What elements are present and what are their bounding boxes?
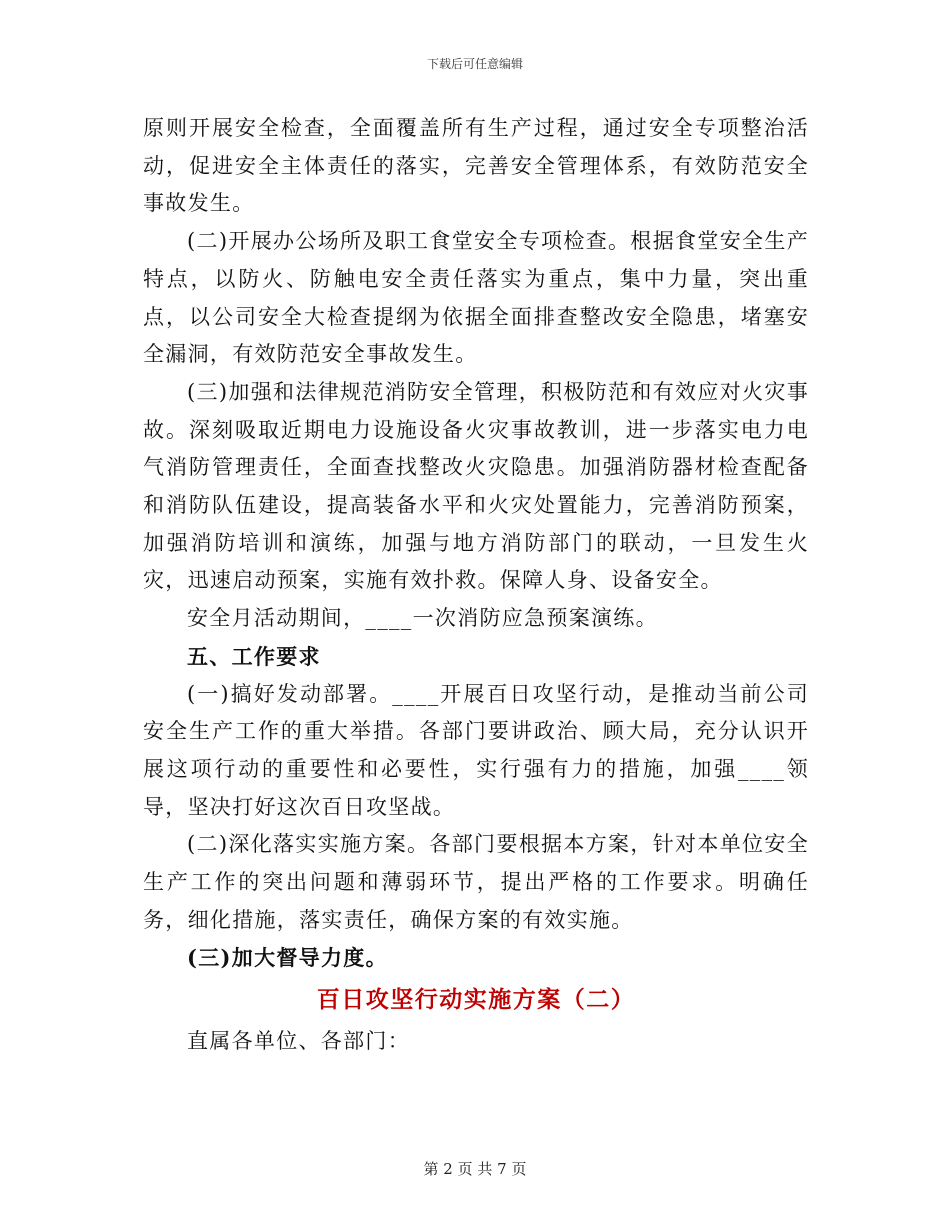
paragraph-supervision: (三)加大督导力度。 xyxy=(187,945,388,971)
paragraph-deployment: (一)搞好发动部署。____开展百日攻坚行动，是推动当前公司安全生产工作的重大举措。各部门要讲政治、顾大局，充分认识开展这项行动的重要性和必要性，实行强有力的措施，加强____领导，坚决打好这次百日攻坚战。 xyxy=(143,681,809,819)
document-body xyxy=(143,110,809,1061)
paragraph-canteen-inspection: (二)开展办公场所及职工食堂安全专项检查。根据食堂安全生产特点，以防火、防触电安全责任落实为重点，集中力量，突出重点，以公司安全大检查提纲为依据全面排查整改安全隐患，堵塞安全漏洞，有效防范安全事故发生。 xyxy=(143,229,809,367)
paragraph-fire-safety: (三)加强和法律规范消防安全管理，积极防范和有效应对火灾事故。深刻吸取近期电力设施设备火灾事故教训，进一步落实电力电气消防管理责任，全面查找整改火灾隐患。加强消防器材检查配备和消防队伍建设，提高装备水平和火灾处置能力，完善消防预案，加强消防培训和演练，加强与地方消防部门的联动，一旦发生火灾，迅速启动预案，实施有效扑救。保障人身、设备安全。 xyxy=(143,379,809,593)
paragraph-drill: 安全月活动期间，____一次消防应急预案演练。 xyxy=(187,606,658,631)
page-footer: 第 2 页 共 7 页 xyxy=(423,1160,527,1178)
page-header: 下载后可任意编辑 xyxy=(426,57,523,71)
paragraph-continued: 原则开展安全检查，全面覆盖所有生产过程，通过安全专项整治活动，促进安全主体责任的落实，完善安全管理体系，有效防范安全事故发生。 xyxy=(143,116,809,216)
salutation: 直属各单位、各部门： xyxy=(187,1029,410,1054)
paragraph-implementation: (二)深化落实实施方案。各部门要根据本方案，针对本单位安全生产工作的突出问题和薄弱环节，提出严格的工作要求。明确任务，细化措施，落实责任，确保方案的有效实施。 xyxy=(143,832,809,932)
section-heading-work-requirements: 五、工作要求 xyxy=(187,643,321,669)
document-title: 百日攻坚行动实施方案（二） xyxy=(316,986,636,1014)
